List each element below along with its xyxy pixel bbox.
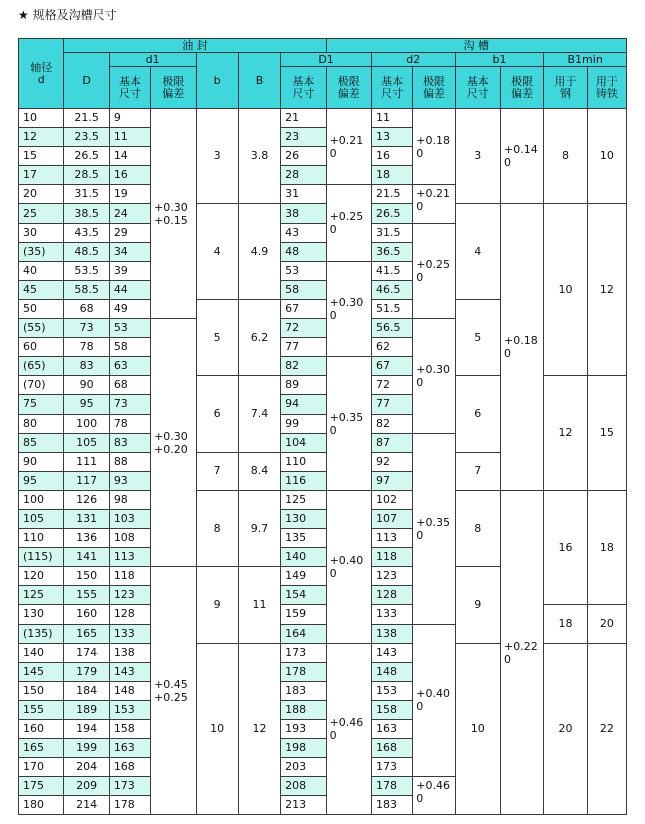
groove-d2-basic-cell: 92 <box>372 452 413 471</box>
shaft-d-cell: 10 <box>19 109 64 128</box>
groove-b1-basic-cell: 10 <box>455 643 500 815</box>
shaft-d-cell: 130 <box>19 605 64 624</box>
seal-d1-basic-cell: 73 <box>109 395 150 414</box>
header-d2: d2 <box>372 53 456 67</box>
shaft-d-cell: (35) <box>19 242 64 261</box>
shaft-d-cell: 125 <box>19 586 64 605</box>
seal-D-cell: 38.5 <box>64 204 109 223</box>
seal-d1-basic-cell: 163 <box>109 739 150 758</box>
table-row <box>19 490 627 509</box>
seal-d1-basic-cell: 49 <box>109 299 150 318</box>
header-D: D <box>64 53 109 109</box>
seal-d1-basic-cell: 34 <box>109 242 150 261</box>
shaft-d-cell: 140 <box>19 643 64 662</box>
shaft-d-cell: 80 <box>19 414 64 433</box>
groove-B1-iron-cell: 15 <box>587 376 626 491</box>
groove-D1-basic-cell: 208 <box>281 777 326 796</box>
seal-D-cell: 95 <box>64 395 109 414</box>
groove-d2-basic-cell: 11 <box>372 109 413 128</box>
groove-d2-basic-cell: 118 <box>372 548 413 567</box>
groove-d2-basic-cell: 77 <box>372 395 413 414</box>
shaft-d-cell: 25 <box>19 204 64 223</box>
table-row <box>19 204 627 223</box>
shaft-d-cell: 145 <box>19 662 64 681</box>
groove-d2-basic-cell: 97 <box>372 471 413 490</box>
shaft-d-cell: 45 <box>19 280 64 299</box>
seal-D-cell: 184 <box>64 681 109 700</box>
table-body <box>19 109 627 815</box>
seal-d1-basic-cell: 118 <box>109 567 150 586</box>
groove-d2-deviation-cell: +0.46 0 <box>413 777 455 815</box>
groove-B1-steel-cell: 10 <box>544 204 587 376</box>
groove-d2-basic-cell: 67 <box>372 357 413 376</box>
groove-d2-deviation-cell: +0.25 0 <box>413 223 455 318</box>
groove-b1-basic-cell: 9 <box>455 567 500 643</box>
seal-D-cell: 174 <box>64 643 109 662</box>
seal-d1-basic-cell: 128 <box>109 605 150 624</box>
groove-d2-basic-cell: 16 <box>372 147 413 166</box>
header-D1-basic: 基本 尺寸 <box>281 67 326 109</box>
groove-D1-basic-cell: 48 <box>281 242 326 261</box>
groove-b1-basic-cell: 5 <box>455 299 500 375</box>
shaft-d-cell: 40 <box>19 261 64 280</box>
groove-b1-deviation-cell: +0.22 0 <box>501 490 544 815</box>
groove-d2-basic-cell: 173 <box>372 758 413 777</box>
seal-D-cell: 150 <box>64 567 109 586</box>
seal-B-cell: 9.7 <box>238 490 280 566</box>
header-oil-seal: 油 封 <box>64 39 326 53</box>
groove-d2-basic-cell: 143 <box>372 643 413 662</box>
seal-d1-basic-cell: 108 <box>109 529 150 548</box>
groove-d2-basic-cell: 18 <box>372 166 413 185</box>
seal-D-cell: 28.5 <box>64 166 109 185</box>
seal-d1-basic-cell: 63 <box>109 357 150 376</box>
groove-d2-basic-cell: 178 <box>372 777 413 796</box>
groove-d2-basic-cell: 31.5 <box>372 223 413 242</box>
seal-B-cell: 12 <box>238 643 280 815</box>
header-D1-deviation: 极限 偏差 <box>326 67 371 109</box>
groove-D1-basic-cell: 21 <box>281 109 326 128</box>
shaft-d-cell: (70) <box>19 376 64 395</box>
groove-B1-iron-cell: 10 <box>587 109 626 204</box>
seal-d1-basic-cell: 178 <box>109 796 150 815</box>
shaft-d-cell: (135) <box>19 624 64 643</box>
groove-b1-basic-cell: 3 <box>455 109 500 204</box>
shaft-d-cell: (115) <box>19 548 64 567</box>
seal-d1-basic-cell: 53 <box>109 319 150 338</box>
groove-b1-basic-cell: 6 <box>455 376 500 452</box>
groove-d2-basic-cell: 41.5 <box>372 261 413 280</box>
seal-b-cell: 5 <box>196 299 238 375</box>
groove-d2-basic-cell: 168 <box>372 739 413 758</box>
seal-B-cell: 7.4 <box>238 376 280 452</box>
seal-b-cell: 4 <box>196 204 238 299</box>
seal-B-cell: 8.4 <box>238 452 280 490</box>
seal-D-cell: 105 <box>64 433 109 452</box>
groove-d2-basic-cell: 163 <box>372 720 413 739</box>
groove-d2-basic-cell: 46.5 <box>372 280 413 299</box>
shaft-d-cell: 30 <box>19 223 64 242</box>
groove-d2-basic-cell: 148 <box>372 662 413 681</box>
groove-d2-basic-cell: 56.5 <box>372 319 413 338</box>
groove-D1-basic-cell: 77 <box>281 338 326 357</box>
groove-D1-basic-cell: 164 <box>281 624 326 643</box>
groove-b1-basic-cell: 7 <box>455 452 500 490</box>
groove-D1-deviation-cell: +0.40 0 <box>326 490 371 643</box>
groove-D1-basic-cell: 53 <box>281 261 326 280</box>
groove-D1-basic-cell: 130 <box>281 509 326 528</box>
seal-d1-basic-cell: 113 <box>109 548 150 567</box>
seal-d1-deviation-cell: +0.30 +0.20 <box>151 319 196 567</box>
shaft-d-cell: 150 <box>19 681 64 700</box>
groove-B1-iron-cell: 12 <box>587 204 626 376</box>
seal-D-cell: 126 <box>64 490 109 509</box>
page-title: ★ 规格及沟槽尺寸 <box>18 8 117 22</box>
seal-b-cell: 9 <box>196 567 238 643</box>
groove-d2-basic-cell: 13 <box>372 128 413 147</box>
seal-D-cell: 141 <box>64 548 109 567</box>
groove-D1-basic-cell: 94 <box>281 395 326 414</box>
seal-d1-basic-cell: 83 <box>109 433 150 452</box>
groove-D1-basic-cell: 188 <box>281 700 326 719</box>
shaft-d-cell: 160 <box>19 720 64 739</box>
header-b1: b1 <box>455 53 544 67</box>
header-groove: 沟 槽 <box>326 39 626 53</box>
seal-D-cell: 160 <box>64 605 109 624</box>
seal-d1-basic-cell: 123 <box>109 586 150 605</box>
groove-b1-deviation-cell: +0.14 0 <box>501 109 544 204</box>
groove-d2-basic-cell: 102 <box>372 490 413 509</box>
header-d2-deviation: 极限 偏差 <box>413 67 455 109</box>
seal-d1-basic-cell: 68 <box>109 376 150 395</box>
groove-D1-basic-cell: 104 <box>281 433 326 452</box>
seal-d1-basic-cell: 88 <box>109 452 150 471</box>
groove-D1-deviation-cell: +0.25 0 <box>326 185 371 261</box>
seal-D-cell: 100 <box>64 414 109 433</box>
seal-d1-basic-cell: 148 <box>109 681 150 700</box>
groove-D1-basic-cell: 72 <box>281 319 326 338</box>
shaft-d-cell: 15 <box>19 147 64 166</box>
table-row <box>19 109 627 128</box>
seal-d1-basic-cell: 173 <box>109 777 150 796</box>
groove-d2-basic-cell: 183 <box>372 796 413 815</box>
groove-B1-steel-cell: 18 <box>544 605 587 643</box>
seal-D-cell: 53.5 <box>64 261 109 280</box>
groove-D1-deviation-cell: +0.35 0 <box>326 357 371 491</box>
groove-d2-basic-cell: 138 <box>372 624 413 643</box>
shaft-d-cell: 75 <box>19 395 64 414</box>
groove-D1-basic-cell: 173 <box>281 643 326 662</box>
shaft-d-cell: (55) <box>19 319 64 338</box>
seal-D-cell: 117 <box>64 471 109 490</box>
seal-b-cell: 6 <box>196 376 238 452</box>
seal-B-cell: 4.9 <box>238 204 280 299</box>
seal-d1-basic-cell: 138 <box>109 643 150 662</box>
seal-d1-basic-cell: 19 <box>109 185 150 204</box>
groove-D1-basic-cell: 28 <box>281 166 326 185</box>
seal-D-cell: 90 <box>64 376 109 395</box>
header-B: B <box>238 53 280 109</box>
groove-B1-steel-cell: 20 <box>544 643 587 815</box>
header-D1: D1 <box>281 53 372 67</box>
groove-B1-iron-cell: 22 <box>587 643 626 815</box>
seal-d1-basic-cell: 93 <box>109 471 150 490</box>
groove-D1-basic-cell: 140 <box>281 548 326 567</box>
header-B1min: B1min <box>544 53 627 67</box>
seal-b-cell: 8 <box>196 490 238 566</box>
seal-d1-basic-cell: 103 <box>109 509 150 528</box>
seal-D-cell: 78 <box>64 338 109 357</box>
seal-d1-basic-cell: 168 <box>109 758 150 777</box>
shaft-d-cell: 85 <box>19 433 64 452</box>
shaft-d-cell: 90 <box>19 452 64 471</box>
seal-D-cell: 31.5 <box>64 185 109 204</box>
groove-d2-basic-cell: 113 <box>372 529 413 548</box>
groove-d2-deviation-cell: +0.40 0 <box>413 624 455 777</box>
groove-d2-deviation-cell: +0.18 0 <box>413 109 455 185</box>
groove-d2-basic-cell: 82 <box>372 414 413 433</box>
shaft-d-cell: 165 <box>19 739 64 758</box>
groove-D1-basic-cell: 43 <box>281 223 326 242</box>
header-B1-cast-iron: 用于 铸铁 <box>587 67 626 109</box>
seal-B-cell: 11 <box>238 567 280 643</box>
groove-B1-iron-cell: 18 <box>587 490 626 605</box>
groove-d2-deviation-cell: +0.35 0 <box>413 433 455 624</box>
shaft-d-cell: 95 <box>19 471 64 490</box>
groove-D1-basic-cell: 31 <box>281 185 326 204</box>
seal-D-cell: 179 <box>64 662 109 681</box>
groove-B1-iron-cell: 20 <box>587 605 626 643</box>
seal-D-cell: 68 <box>64 299 109 318</box>
header-B1-steel: 用于 钢 <box>544 67 587 109</box>
seal-d1-basic-cell: 133 <box>109 624 150 643</box>
seal-D-cell: 83 <box>64 357 109 376</box>
groove-D1-deviation-cell: +0.21 0 <box>326 109 371 185</box>
groove-D1-basic-cell: 213 <box>281 796 326 815</box>
groove-d2-basic-cell: 153 <box>372 681 413 700</box>
groove-D1-basic-cell: 89 <box>281 376 326 395</box>
groove-B1-steel-cell: 16 <box>544 490 587 605</box>
seal-d1-basic-cell: 16 <box>109 166 150 185</box>
shaft-d-cell: 175 <box>19 777 64 796</box>
seal-d1-basic-cell: 78 <box>109 414 150 433</box>
groove-D1-basic-cell: 110 <box>281 452 326 471</box>
header-d2-basic: 基本 尺寸 <box>372 67 413 109</box>
seal-d1-basic-cell: 58 <box>109 338 150 357</box>
groove-d2-basic-cell: 107 <box>372 509 413 528</box>
groove-D1-basic-cell: 135 <box>281 529 326 548</box>
seal-D-cell: 209 <box>64 777 109 796</box>
seal-D-cell: 43.5 <box>64 223 109 242</box>
seal-d1-basic-cell: 29 <box>109 223 150 242</box>
groove-D1-basic-cell: 82 <box>281 357 326 376</box>
seal-d1-basic-cell: 11 <box>109 128 150 147</box>
shaft-d-cell: (65) <box>19 357 64 376</box>
groove-D1-deviation-cell: +0.46 0 <box>326 643 371 815</box>
groove-d2-basic-cell: 123 <box>372 567 413 586</box>
seal-D-cell: 165 <box>64 624 109 643</box>
shaft-d-cell: 180 <box>19 796 64 815</box>
groove-d2-basic-cell: 128 <box>372 586 413 605</box>
seal-D-cell: 131 <box>64 509 109 528</box>
groove-D1-basic-cell: 149 <box>281 567 326 586</box>
header-d1: d1 <box>109 53 196 67</box>
seal-D-cell: 48.5 <box>64 242 109 261</box>
groove-D1-basic-cell: 203 <box>281 758 326 777</box>
header-b1-deviation: 极限 偏差 <box>501 67 544 109</box>
groove-d2-deviation-cell: +0.30 0 <box>413 319 455 434</box>
shaft-d-cell: 50 <box>19 299 64 318</box>
seal-d1-basic-cell: 9 <box>109 109 150 128</box>
shaft-d-cell: 110 <box>19 529 64 548</box>
seal-d1-basic-cell: 158 <box>109 720 150 739</box>
groove-D1-basic-cell: 116 <box>281 471 326 490</box>
shaft-d-cell: 60 <box>19 338 64 357</box>
seal-D-cell: 21.5 <box>64 109 109 128</box>
groove-d2-deviation-cell: +0.21 0 <box>413 185 455 223</box>
groove-d2-basic-cell: 87 <box>372 433 413 452</box>
groove-d2-basic-cell: 21.5 <box>372 185 413 204</box>
groove-d2-basic-cell: 51.5 <box>372 299 413 318</box>
groove-D1-basic-cell: 178 <box>281 662 326 681</box>
groove-d2-basic-cell: 133 <box>372 605 413 624</box>
seal-d1-basic-cell: 98 <box>109 490 150 509</box>
groove-D1-basic-cell: 38 <box>281 204 326 223</box>
shaft-d-cell: 155 <box>19 700 64 719</box>
header-b1-basic: 基本 尺寸 <box>455 67 500 109</box>
groove-b1-deviation-cell: +0.18 0 <box>501 204 544 490</box>
shaft-d-cell: 20 <box>19 185 64 204</box>
seal-D-cell: 23.5 <box>64 128 109 147</box>
groove-d2-basic-cell: 26.5 <box>372 204 413 223</box>
seal-d1-basic-cell: 39 <box>109 261 150 280</box>
shaft-d-cell: 105 <box>19 509 64 528</box>
seal-b-cell: 7 <box>196 452 238 490</box>
header-shaft-diameter: 轴径 d <box>19 39 64 109</box>
header-d1-basic: 基本 尺寸 <box>109 67 150 109</box>
shaft-d-cell: 12 <box>19 128 64 147</box>
seal-D-cell: 204 <box>64 758 109 777</box>
seal-D-cell: 155 <box>64 586 109 605</box>
groove-d2-basic-cell: 72 <box>372 376 413 395</box>
groove-b1-basic-cell: 8 <box>455 490 500 566</box>
seal-D-cell: 199 <box>64 739 109 758</box>
seal-b-cell: 10 <box>196 643 238 815</box>
seal-D-cell: 189 <box>64 700 109 719</box>
shaft-d-cell: 17 <box>19 166 64 185</box>
groove-D1-basic-cell: 193 <box>281 720 326 739</box>
seal-D-cell: 73 <box>64 319 109 338</box>
shaft-d-cell: 170 <box>19 758 64 777</box>
seal-D-cell: 194 <box>64 720 109 739</box>
groove-D1-basic-cell: 26 <box>281 147 326 166</box>
seal-d1-basic-cell: 14 <box>109 147 150 166</box>
seal-D-cell: 136 <box>64 529 109 548</box>
seal-D-cell: 214 <box>64 796 109 815</box>
groove-D1-basic-cell: 154 <box>281 586 326 605</box>
seal-d1-basic-cell: 44 <box>109 280 150 299</box>
seal-D-cell: 111 <box>64 452 109 471</box>
groove-B1-steel-cell: 8 <box>544 109 587 204</box>
shaft-d-cell: 120 <box>19 567 64 586</box>
groove-D1-basic-cell: 125 <box>281 490 326 509</box>
spec-table <box>18 38 627 815</box>
groove-d2-basic-cell: 62 <box>372 338 413 357</box>
groove-D1-basic-cell: 198 <box>281 739 326 758</box>
groove-D1-basic-cell: 159 <box>281 605 326 624</box>
seal-D-cell: 58.5 <box>64 280 109 299</box>
groove-d2-basic-cell: 158 <box>372 700 413 719</box>
shaft-d-cell: 100 <box>19 490 64 509</box>
groove-D1-basic-cell: 23 <box>281 128 326 147</box>
header-b: b <box>196 53 238 109</box>
groove-D1-basic-cell: 99 <box>281 414 326 433</box>
seal-d1-basic-cell: 153 <box>109 700 150 719</box>
seal-d1-basic-cell: 143 <box>109 662 150 681</box>
header-d1-deviation: 极限 偏差 <box>151 67 196 109</box>
seal-B-cell: 3.8 <box>238 109 280 204</box>
seal-d1-deviation-cell: +0.45 +0.25 <box>151 567 196 815</box>
seal-d1-basic-cell: 24 <box>109 204 150 223</box>
groove-D1-basic-cell: 67 <box>281 299 326 318</box>
groove-b1-basic-cell: 4 <box>455 204 500 299</box>
seal-b-cell: 3 <box>196 109 238 204</box>
seal-d1-deviation-cell: +0.30 +0.15 <box>151 109 196 319</box>
groove-D1-deviation-cell: +0.30 0 <box>326 261 371 356</box>
groove-d2-basic-cell: 36.5 <box>372 242 413 261</box>
seal-D-cell: 26.5 <box>64 147 109 166</box>
groove-D1-basic-cell: 183 <box>281 681 326 700</box>
groove-B1-steel-cell: 12 <box>544 376 587 491</box>
seal-B-cell: 6.2 <box>238 299 280 375</box>
groove-D1-basic-cell: 58 <box>281 280 326 299</box>
